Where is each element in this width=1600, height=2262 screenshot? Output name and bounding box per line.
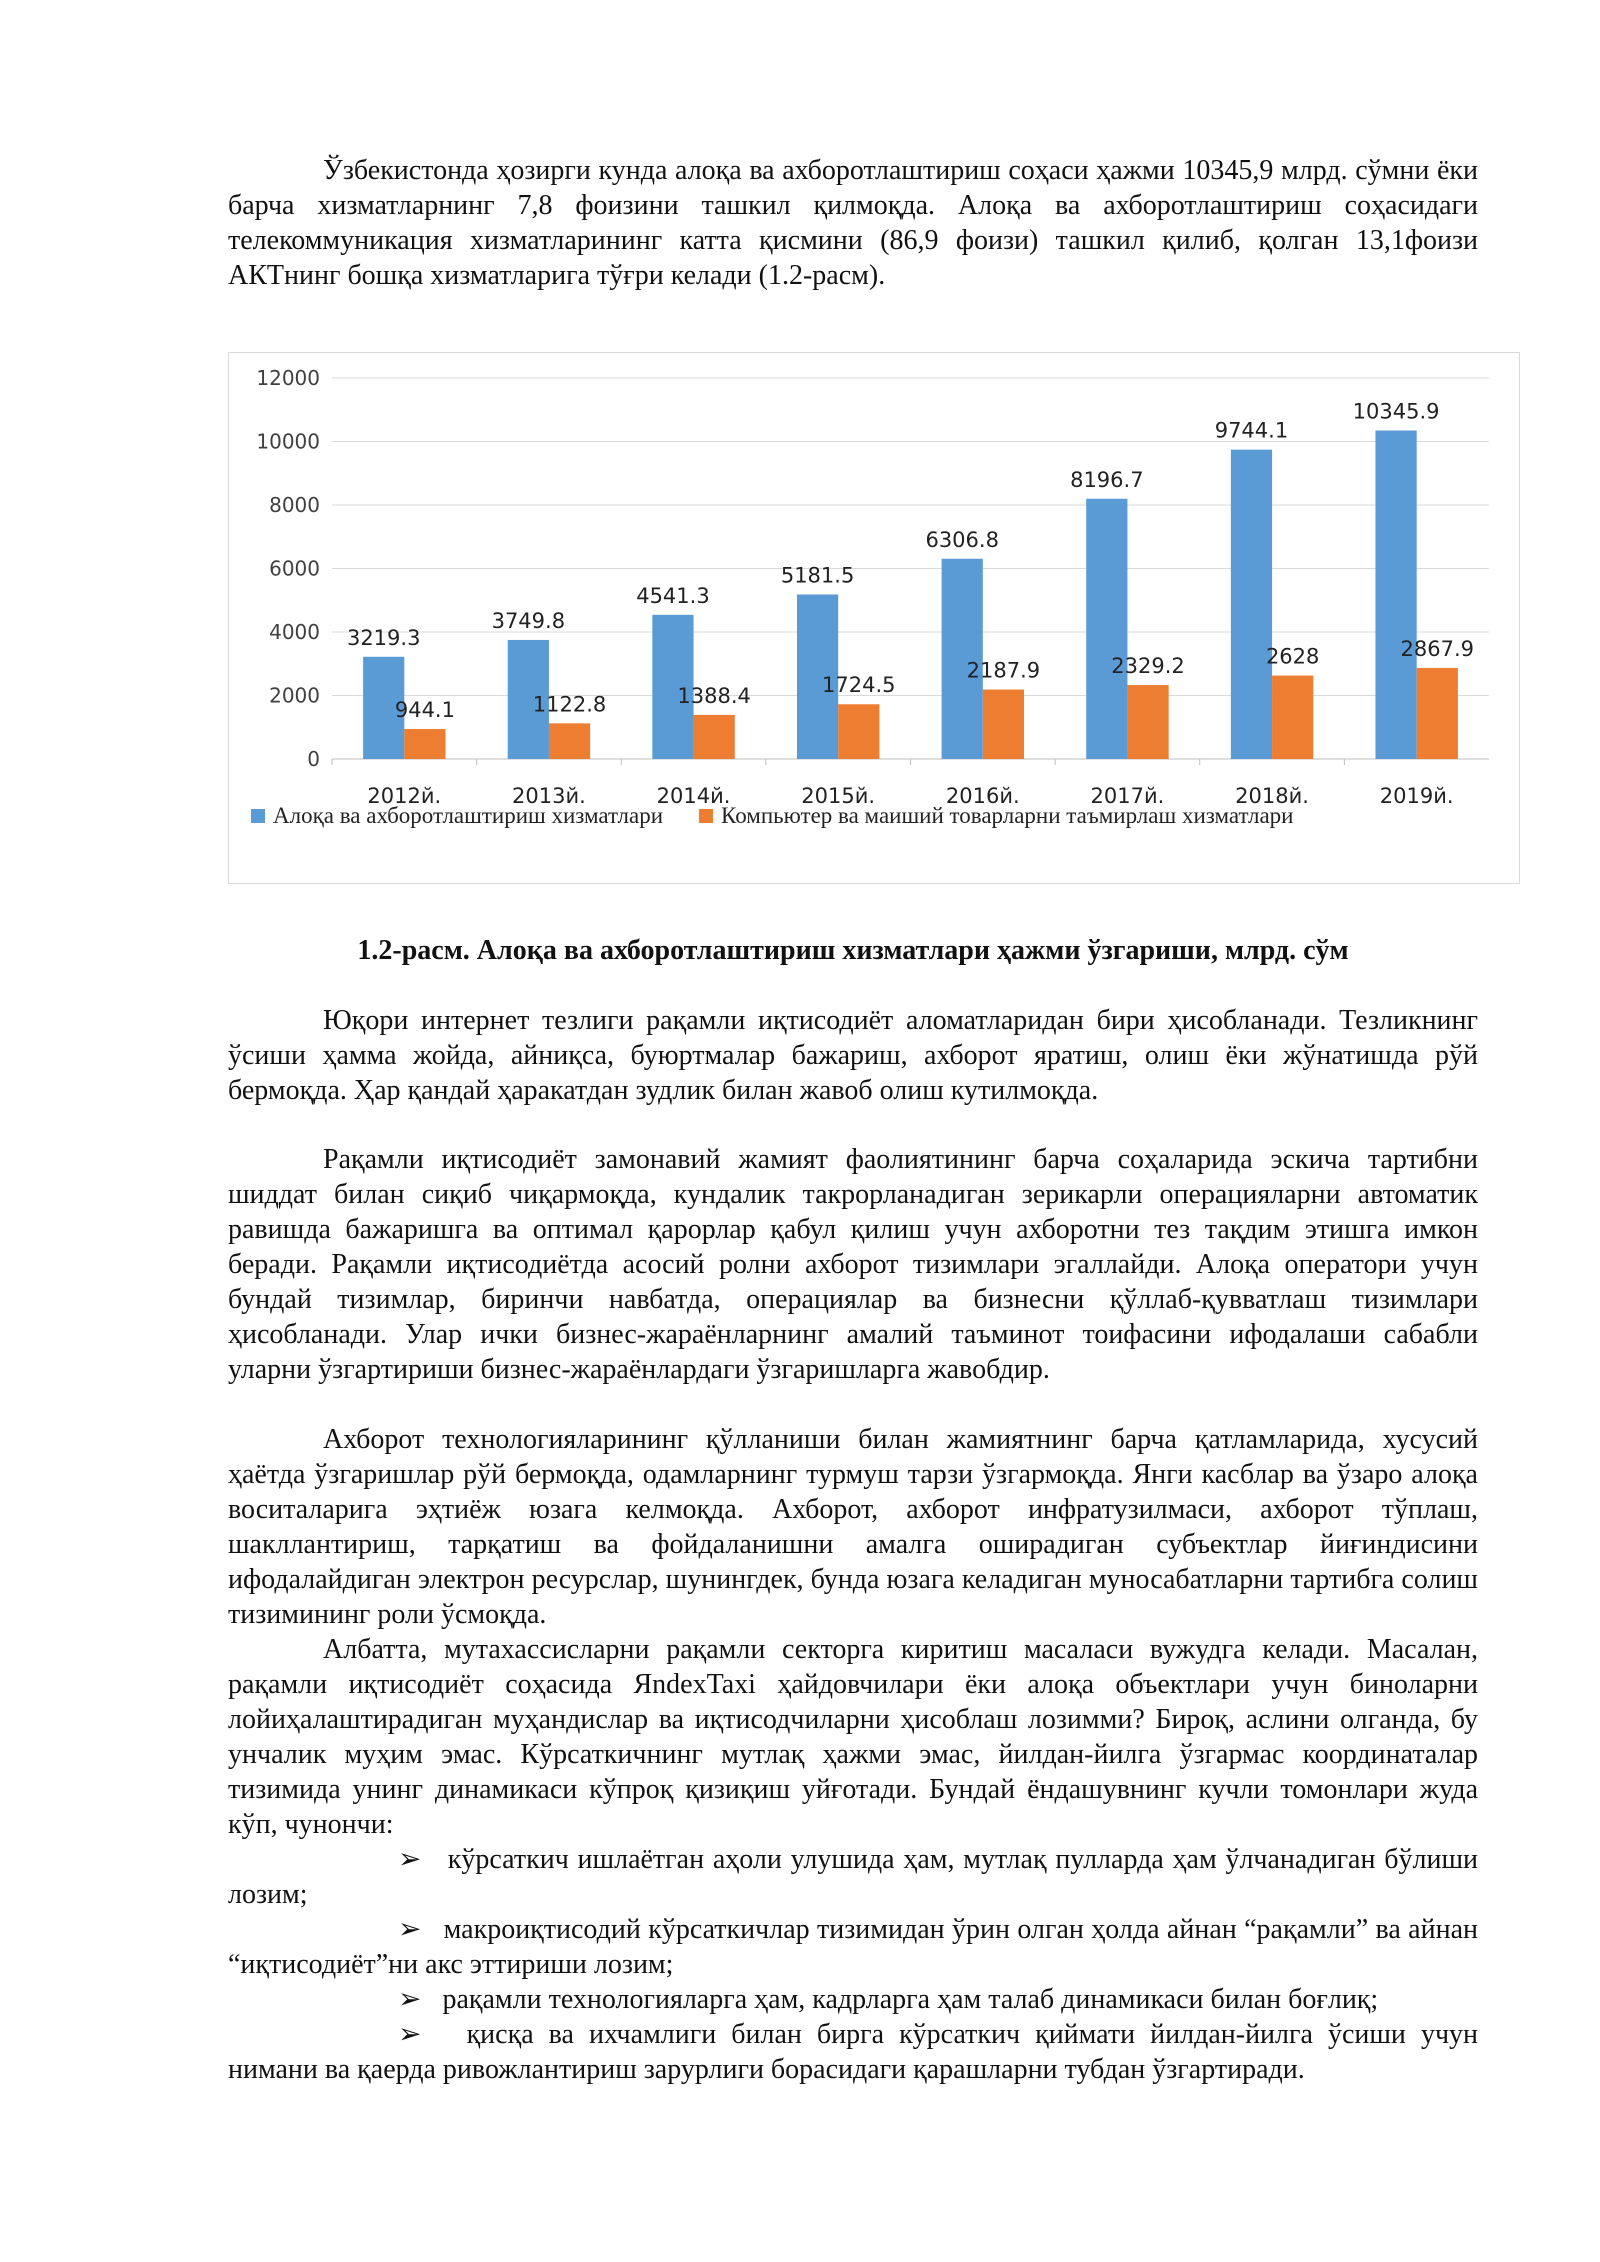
data-label: 2329.2 [1111,654,1185,679]
legend-label: Алоқа ва ахборотлаштириш хизматлари [273,803,664,828]
legend-swatch [251,809,265,823]
paragraph-4: Албатта, мутахассисларни рақамли секторга киритиш масаласи вужудга келади. Масалан, рақамли иқтисодиёт соҳасида ЯndexTaxi ҳайдовчилари ёки алоқа объектлари учун биноларни лойиҳалаштирадиган муҳандислар ва иқтисодчиларни ҳисоблаш лозимми? Бироқ, аслини олганда, бу унчалик муҳим эмас. Кўрсаткичнинг мутлақ ҳажми эмас, йилдан-йилга ўзгармас координаталар тизимида унинг динамикаси кўпроқ қизиқиш уйғотади. Бундай ёндашувнинг кучли томонлари жуда кўп, чунончи: [228,1634,1478,1840]
paragraph-1: Юқори интернет тезлиги рақамли иқтисодиёт аломатларидан бири ҳисобланади. Тезликнинг ўсиши ҳамма жойда, айниқса, буюртмалар бажариш, ахборот яратиш, олиш ёки жўнатишда рўй бермоқда. Ҳар қандай ҳаракатдан зудлик билан жавоб олиш кутилмоқда. [228,1005,1478,1106]
bar-repair-services [983,690,1024,759]
bar-communications [1086,499,1127,759]
x-tick-label: 2017й. [1090,784,1165,808]
bullet-item [228,2017,1478,2087]
bullet-marker-icon: ➢ [398,1984,422,2015]
data-label: 8196.7 [1070,467,1144,492]
bar-communications [1231,450,1272,759]
data-label: 1122.8 [532,692,607,717]
x-tick-label: 2014й. [656,784,731,808]
data-label: 9744.1 [1214,418,1289,443]
x-tick-label: 2012й. [367,784,442,808]
y-tick-label: 6000 [269,556,320,581]
intro-paragraph: Ўзбекистонда ҳозирги кунда алоқа ва ахборотлаштириш соҳаси ҳажми 10345,9 млрд. сўмни ёки барча хизматларнинг 7,8 фоизини ташкил қилмоқда. Алоқа ва ахборотлаштириш соҳасидаги телекоммуникация хизматларининг катта қисмини (86,9 фоизи) ташкил қилиб, қолган 13,1фоизи АКТнинг бошқа хизматларига тўғри келади (1.2-расм). [228,155,1478,291]
bullet-text: рақамли технологияларга ҳам, кадрларга ҳам талаб динамикаси билан боғлиқ; [442,1984,1379,2015]
x-tick-label: 2015й. [801,784,876,808]
y-tick-label: 8000 [269,493,320,517]
bullet-text: қисқа ва ихчамлиги билан бирга кўрсаткич қиймати йилдан-йилга ўсиши учун нимани ва қаерда ривожлантириш зарурлиги борасидаги қарашларни тубдан ўзгартиради. [228,2019,1479,2085]
data-label: 5181.5 [780,563,855,588]
bullet-text: макроиқтисодий кўрсаткичлар тизимидан ўрин олган ҳолда айнан “рақамли” ва айнан “иқтисодиёт”ни акс эттириши лозим; [228,1914,1478,1980]
bar-repair-services [1127,685,1168,759]
data-label: 944.1 [394,698,455,723]
y-tick-label: 10000 [256,429,320,454]
y-tick-label: 0 [307,747,320,771]
bullet-item [228,1982,1478,2017]
data-label: 3219.3 [346,625,421,650]
data-label: 4541.3 [636,583,710,608]
data-label: 6306.8 [925,527,999,552]
bar-repair-services [694,715,735,759]
bullet-item [228,1842,1478,1912]
figure-caption: 1.2-расм. Алоқа ва ахборотлаштириш хизматлари ҳажми ўзгариши, млрд. сўм [357,935,1349,966]
y-tick-label: 12000 [256,366,320,390]
data-label: 10345.9 [1352,399,1440,424]
bullet-marker-icon: ➢ [398,1914,422,1945]
data-label: 2187.9 [966,658,1041,683]
bullet-item [228,1912,1478,1982]
legend-swatch [699,809,713,823]
data-label: 1724.5 [822,673,896,698]
paragraph-2: Рақамли иқтисодиёт замонавий жамият фаолиятининг барча соҳаларида эскича тартибни шиддат билан сиқиб чиқармоқда, кундалик такрорланадиган зерикарли операцияларни автоматик равишда бажаришга ва оптимал қарорлар қабул қилиш учун ахборотни тез тақдим этишга имкон беради. Рақамли иқтисодиётда асосий ролни ахборот тизимлари эгаллайди. Алоқа оператори учун бундай тизимлар, биринчи навбатда, операциялар ва бизнесни қўллаб-қувватлаш тизимлари ҳисобланади. Улар ички бизнес-жараёнларнинг амалий таъминот тоифасини ифодалаши сабабли уларни ўзгартириши бизнес-жараёнлардаги ўзгаришларга жавобдир. [228,1144,1478,1385]
bar-repair-services [1272,676,1313,759]
data-label: 2628 [1265,644,1320,669]
x-tick-label: 2019й. [1379,784,1454,808]
paragraph-3: Ахборот технологияларининг қўлланиши билан жамиятнинг барча қатламларида, хусусий ҳаётда ўзгаришлар рўй бермоқда, одамларнинг турмуш тарзи ўзгармоқда. Янги касблар ва ўзаро алоқа воситаларига эҳтиёж юзага келмоқда. Ахборот, ахборот инфратузилмаси, ахборот тўплаш, шакллантириш, тарқатиш ва фойдаланишни амалга оширадиган субъектлар йиғиндисини ифодалайдиган электрон ресурслар, шунингдек, бунда юзага келадиган муносабатларни тартибга солиш тизимининг роли ўсмоқда. [228,1424,1478,1630]
bar-repair-services [1417,668,1458,759]
legend-label: Компьютер ва маиший товарларни таъмирлаш хизматлари [721,803,1294,828]
y-tick-label: 4000 [269,620,320,644]
data-label: 1388.4 [677,683,751,708]
bar-repair-services [838,704,879,759]
y-tick-label: 2000 [269,683,320,708]
data-label: 3749.8 [491,608,566,633]
bar-repair-services [549,723,590,759]
bar-chart [228,352,1520,884]
bullet-text: кўрсаткич ишлаётган аҳоли улушида ҳам, мутлақ пулларда ҳам ўлчанадиган бўлиши лозим; [228,1844,1478,1910]
bar-communications [1375,431,1416,759]
chart-canvas [229,353,1519,883]
x-tick-label: 2013й. [512,784,586,808]
bullet-marker-icon: ➢ [398,1844,422,1875]
bar-repair-services [404,729,445,759]
x-tick-label: 2018й. [1235,784,1309,808]
data-label: 2867.9 [1400,636,1475,661]
x-tick-label: 2016й. [945,784,1020,808]
bullet-marker-icon: ➢ [398,2019,422,2050]
